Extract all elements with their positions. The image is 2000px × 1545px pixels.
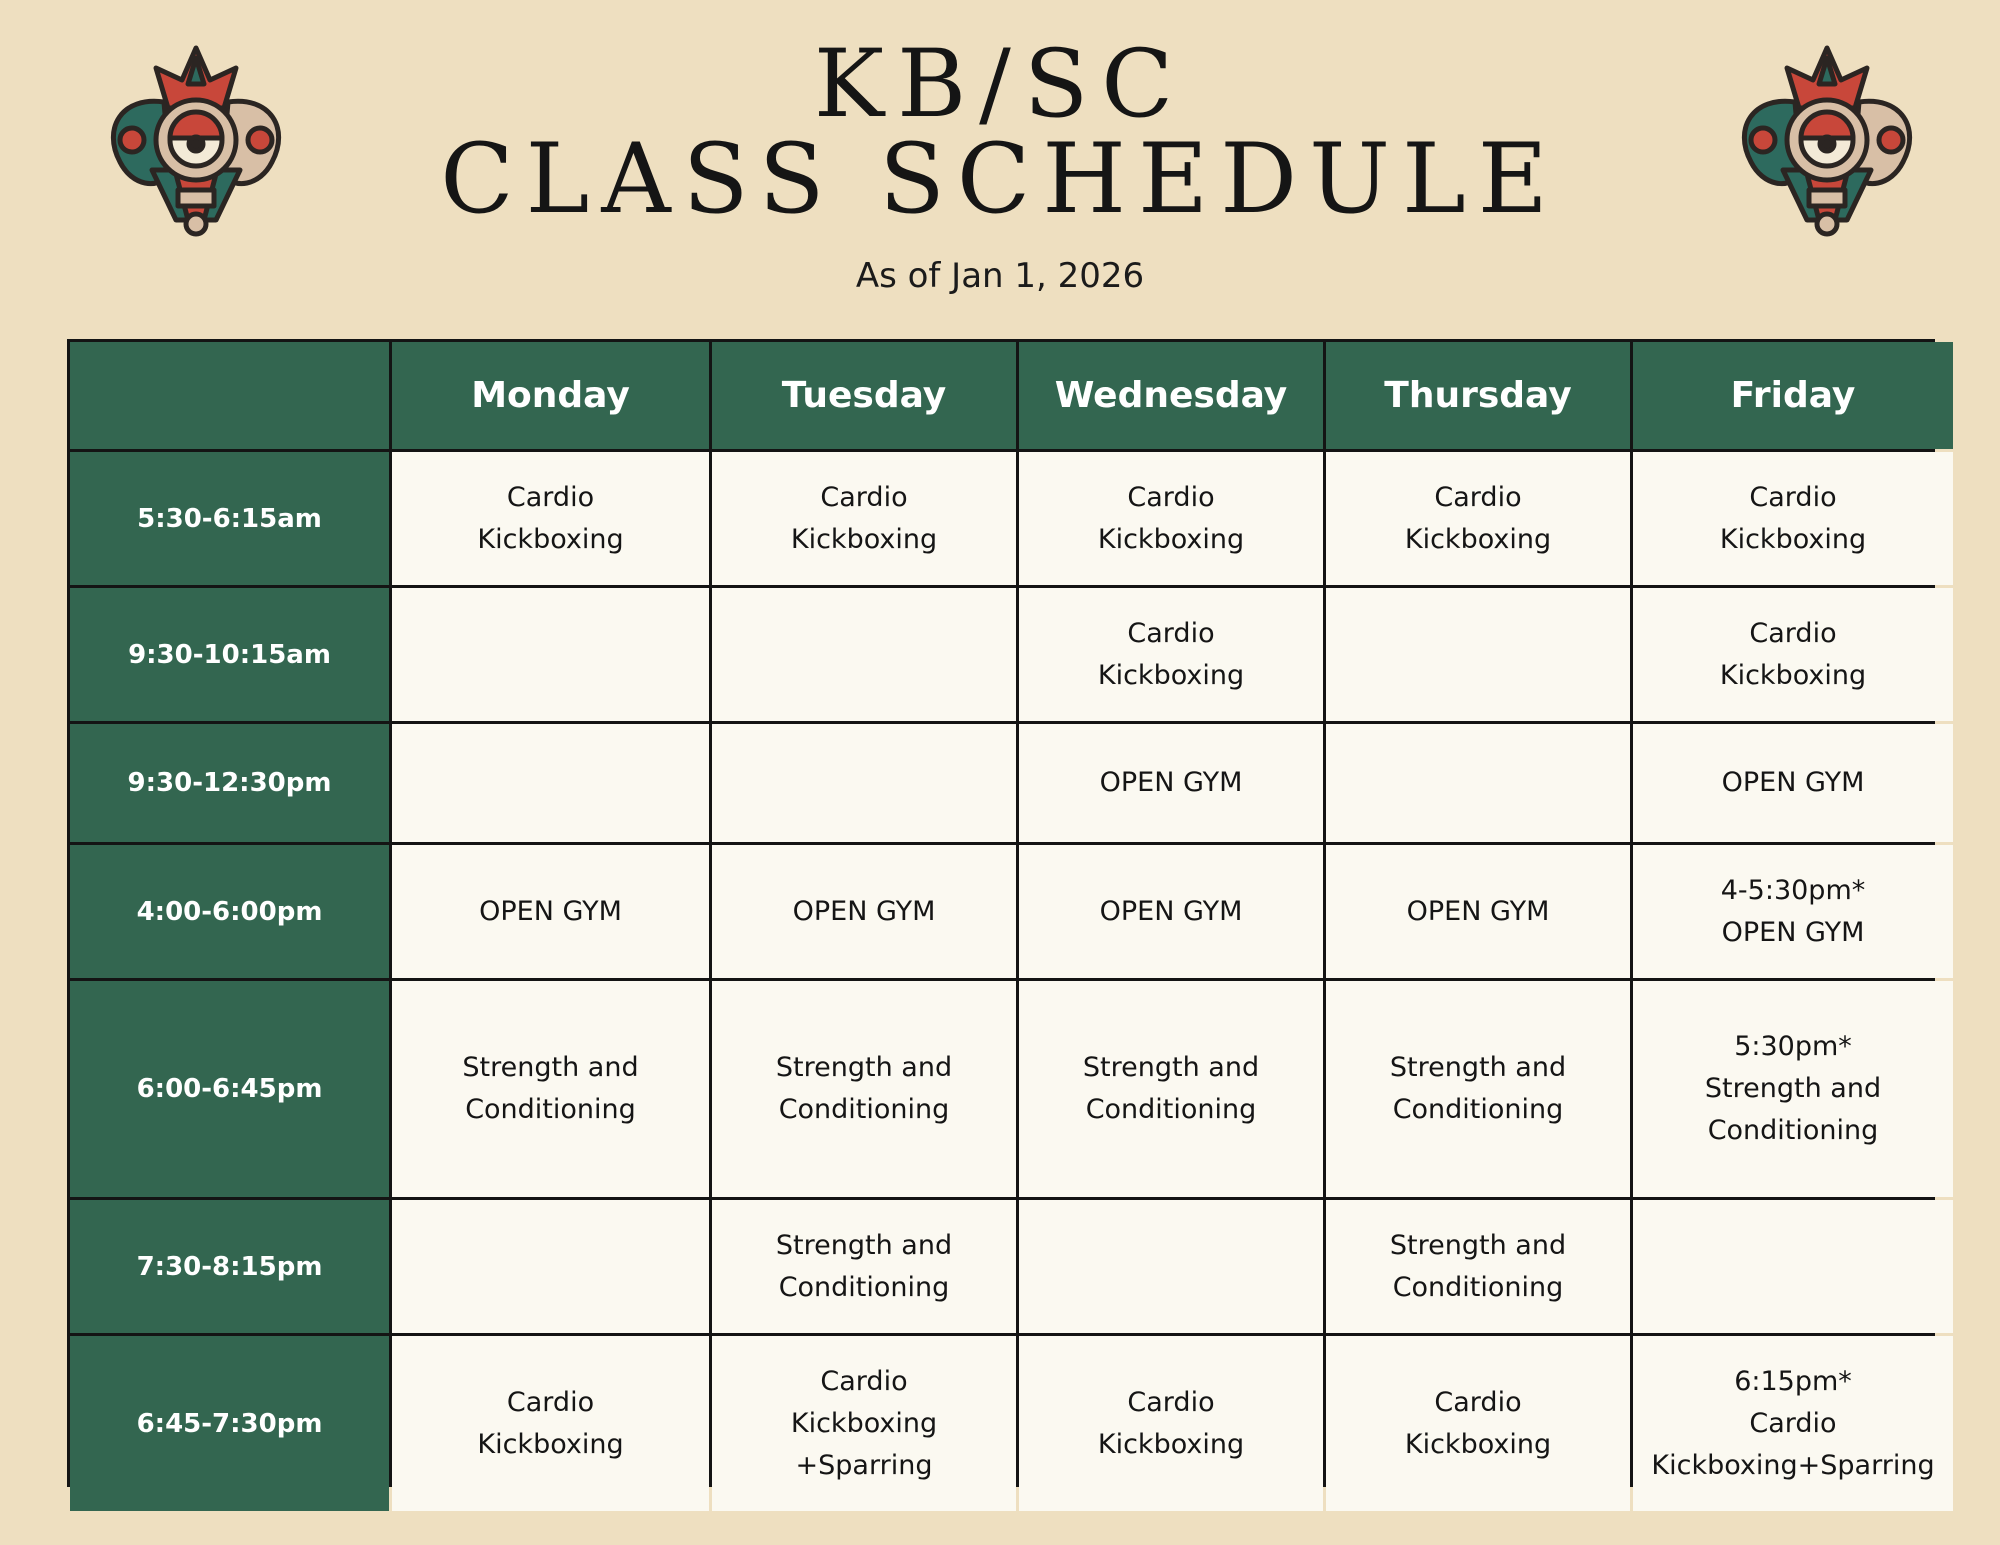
time-slot: 6:45-7:30pm xyxy=(70,1336,389,1511)
class-cell xyxy=(1633,1200,1953,1333)
class-cell: Cardio Kickboxing xyxy=(712,452,1016,585)
time-slot: 5:30-6:15am xyxy=(70,452,389,585)
class-cell: OPEN GYM xyxy=(1633,724,1953,842)
class-cell: Cardio Kickboxing +Sparring xyxy=(712,1336,1016,1511)
subtitle-date: As of Jan 1, 2026 xyxy=(855,256,1145,296)
title-line-1: KB/SC xyxy=(813,30,1187,139)
class-cell xyxy=(1326,724,1630,842)
class-cell xyxy=(712,724,1016,842)
schedule-table xyxy=(67,339,1935,1487)
time-slot: 9:30-12:30pm xyxy=(70,724,389,842)
class-cell xyxy=(1326,588,1630,721)
class-cell xyxy=(392,724,709,842)
day-header-thursday: Thursday xyxy=(1326,342,1630,449)
time-slot: 6:00-6:45pm xyxy=(70,981,389,1197)
class-cell: Cardio Kickboxing xyxy=(1633,452,1953,585)
class-cell: 4-5:30pm* OPEN GYM xyxy=(1633,845,1953,978)
class-cell: OPEN GYM xyxy=(712,845,1016,978)
time-slot: 9:30-10:15am xyxy=(70,588,389,721)
corner-cell xyxy=(70,342,389,449)
class-cell: 5:30pm* Strength and Conditioning xyxy=(1633,981,1953,1197)
class-cell: Strength and Conditioning xyxy=(712,1200,1016,1333)
time-slot: 4:00-6:00pm xyxy=(70,845,389,978)
day-header-tuesday: Tuesday xyxy=(712,342,1016,449)
class-cell: Strength and Conditioning xyxy=(712,981,1016,1197)
class-cell: Cardio Kickboxing xyxy=(392,452,709,585)
class-cell: Cardio Kickboxing xyxy=(1633,588,1953,721)
class-cell: Cardio Kickboxing xyxy=(1326,1336,1630,1511)
page-title xyxy=(0,30,2000,235)
day-header-monday: Monday xyxy=(392,342,709,449)
class-cell: Cardio Kickboxing xyxy=(392,1336,709,1511)
title-line-2: CLASS SCHEDULE xyxy=(440,123,1560,235)
class-cell: OPEN GYM xyxy=(1019,845,1323,978)
class-cell: Strength and Conditioning xyxy=(392,981,709,1197)
class-cell: Strength and Conditioning xyxy=(1326,981,1630,1197)
class-cell: OPEN GYM xyxy=(1019,724,1323,842)
time-slot: 7:30-8:15pm xyxy=(70,1200,389,1333)
class-cell xyxy=(392,588,709,721)
class-cell: Cardio Kickboxing xyxy=(1019,588,1323,721)
class-cell: OPEN GYM xyxy=(392,845,709,978)
class-cell xyxy=(1019,1200,1323,1333)
day-header-wednesday: Wednesday xyxy=(1019,342,1323,449)
class-cell: 6:15pm* Cardio Kickboxing+Sparring xyxy=(1633,1336,1953,1511)
class-cell: Strength and Conditioning xyxy=(1019,981,1323,1197)
class-cell: Cardio Kickboxing xyxy=(1019,1336,1323,1511)
class-cell xyxy=(712,588,1016,721)
class-cell: Cardio Kickboxing xyxy=(1019,452,1323,585)
class-cell: Cardio Kickboxing xyxy=(1326,452,1630,585)
day-header-friday: Friday xyxy=(1633,342,1953,449)
class-cell: Strength and Conditioning xyxy=(1326,1200,1630,1333)
class-cell: OPEN GYM xyxy=(1326,845,1630,978)
class-cell xyxy=(392,1200,709,1333)
